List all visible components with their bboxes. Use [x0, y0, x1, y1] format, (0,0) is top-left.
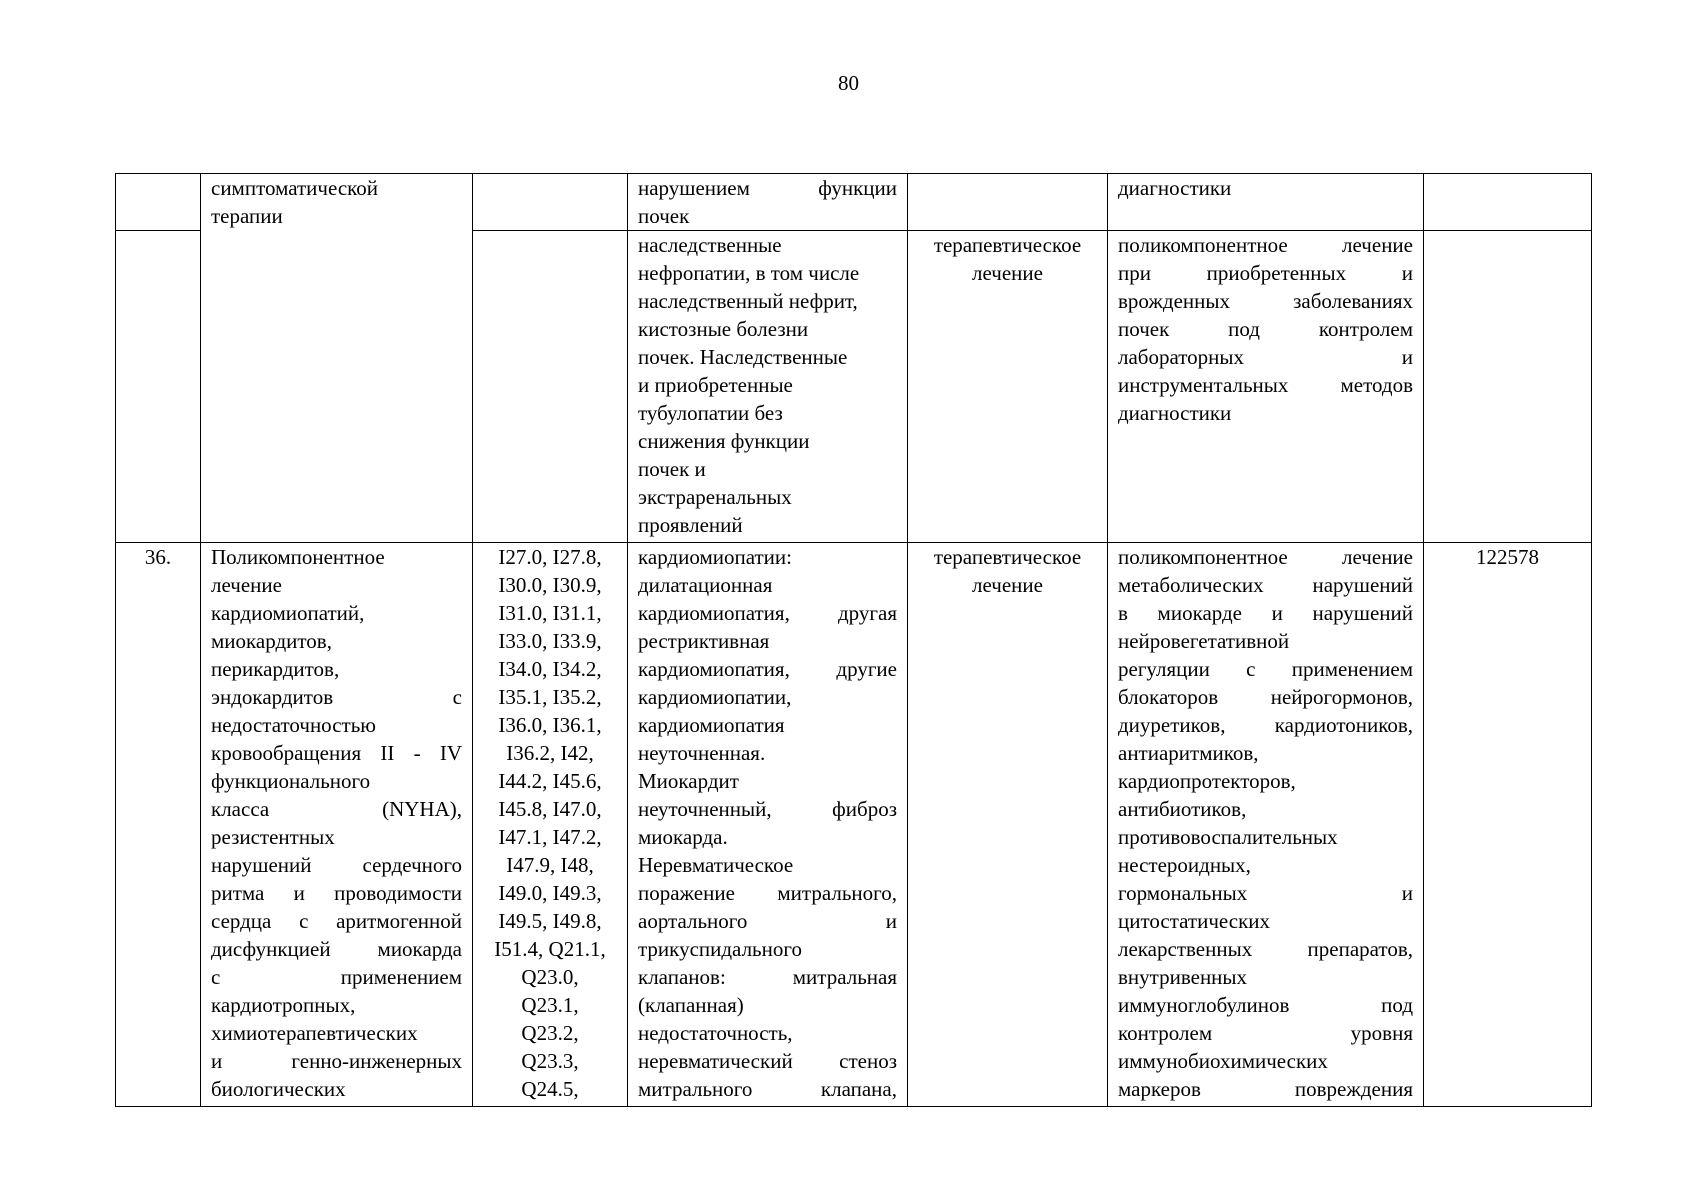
patient-model-cell	[628, 543, 908, 1107]
table-row	[116, 543, 1592, 1107]
text-line: регуляции с применением	[1118, 657, 1413, 681]
text-line: экстраренальных	[638, 485, 792, 509]
icd-code-line: Q23.0,	[521, 965, 579, 989]
text-line: с применением	[211, 965, 462, 989]
text-line: функционального	[211, 769, 371, 793]
treatment-type-cell	[908, 543, 1108, 1107]
text-line: диуретиков, кардиотоников,	[1118, 713, 1413, 737]
cost-cell	[1424, 543, 1592, 1107]
text-line: дилатационная	[638, 573, 773, 597]
icd-code-line: I31.0, I31.1,	[498, 601, 602, 625]
text-line: иммунобиохимических	[1118, 1049, 1328, 1073]
text-line: почек под контролем	[1118, 317, 1413, 341]
text-line: кардиомиопатия	[638, 713, 785, 737]
text-line: и генно-инженерных	[211, 1049, 462, 1073]
cost-cell	[1424, 174, 1592, 231]
text-line: внутривенных	[1118, 965, 1248, 989]
text-line: аортального и	[638, 909, 897, 933]
cost-cell	[1424, 231, 1592, 543]
text-line: рестриктивная	[638, 629, 770, 653]
icd-code-line: I33.0, I33.9,	[498, 629, 602, 653]
icd-codes-cell	[473, 231, 628, 543]
text-line: контролем уровня	[1118, 1021, 1413, 1045]
text-line: диагностики	[1118, 176, 1232, 200]
treatment-type-line: терапевтическое	[933, 545, 1082, 569]
treatment-type-line: терапевтическое	[933, 233, 1082, 257]
text-line: Неревматическое	[638, 853, 794, 877]
text-line: лечение	[211, 573, 282, 597]
text-line: сердца с аритмогенной	[211, 909, 462, 933]
icd-code-line: I44.2, I45.6,	[498, 769, 602, 793]
row-number-cell	[116, 543, 201, 1107]
icd-code-line: I36.0, I36.1,	[498, 713, 602, 737]
cost-value: 122578	[1476, 545, 1539, 569]
text-line: Поликомпонентное	[211, 545, 385, 569]
icd-code-line: I30.0, I30.9,	[498, 573, 602, 597]
treatment-type-cell	[908, 231, 1108, 543]
icd-code-line: I36.2, I42,	[506, 741, 594, 765]
text-line: нестероидных,	[1118, 853, 1251, 877]
text-line: (клапанная)	[638, 993, 744, 1017]
text-line: тубулопатии без	[638, 401, 783, 425]
text-line: кардиомиопатия, другая	[638, 601, 897, 625]
icd-code-line: I45.8, I47.0,	[498, 797, 602, 821]
text-line: и приобретенные	[638, 373, 793, 397]
treatment-name-line: симптоматической	[211, 176, 379, 200]
treatment-name-line: терапии	[211, 204, 283, 228]
text-line: антибиотиков,	[1118, 797, 1247, 821]
text-line: недостаточность,	[638, 1021, 793, 1045]
treatment-method-cell	[1108, 543, 1424, 1107]
icd-code-line: I51.4, Q21.1,	[494, 937, 606, 961]
text-line: миокардитов,	[211, 629, 332, 653]
text-line: ритма и проводимости	[211, 881, 462, 905]
icd-code-line: I49.0, I49.3,	[498, 881, 602, 905]
text-line: митрального клапана,	[638, 1077, 897, 1101]
text-line: класса (NYHA),	[211, 797, 462, 821]
page-number: 80	[838, 71, 859, 95]
treatment-type-line: лечение	[972, 573, 1043, 597]
patient-model-cell	[628, 174, 908, 231]
text-line: поликомпонентное лечение	[1118, 545, 1413, 569]
text-line: наследственный нефрит,	[638, 289, 858, 313]
text-line: при приобретенных и	[1118, 261, 1413, 285]
text-line: в миокарде и нарушений	[1118, 601, 1413, 625]
icd-code-line: I47.1, I47.2,	[498, 825, 602, 849]
text-line: врожденных заболеваниях	[1118, 289, 1413, 313]
text-line: кардиопротекторов,	[1118, 769, 1296, 793]
medical-care-table	[115, 173, 1592, 1107]
text-line: иммуноглобулинов под	[1118, 993, 1413, 1017]
icd-code-line: I35.1, I35.2,	[498, 685, 602, 709]
row-number: 36.	[144, 545, 172, 569]
text-line: наследственные	[638, 233, 782, 257]
text-line: кардиомиопатий,	[211, 601, 365, 625]
text-line: кардиомиопатии,	[638, 685, 792, 709]
text-line: блокаторов нейрогормонов,	[1118, 685, 1413, 709]
text-line: клапанов: митральная	[638, 965, 897, 989]
text-line: неуточненная.	[638, 741, 766, 765]
row-number-cell	[116, 231, 201, 543]
icd-code-line: I34.0, I34.2,	[498, 657, 602, 681]
text-line: кистозные болезни	[638, 317, 809, 341]
text-line: инструментальных методов	[1118, 373, 1413, 397]
text-line: нефропатии, в том числе	[638, 261, 860, 285]
text-line: диагностики	[1118, 401, 1232, 425]
treatment-method-cell	[1108, 174, 1424, 231]
text-line: биологических	[211, 1077, 346, 1101]
text-line: лекарственных препаратов,	[1118, 937, 1413, 961]
text-line: эндокардитов с	[211, 685, 462, 709]
text-line: недостаточностью	[211, 713, 376, 737]
icd-code-line: Q23.1,	[521, 993, 579, 1017]
text-line: почек	[638, 204, 690, 228]
text-line: нарушений сердечного	[211, 853, 462, 877]
text-line: кардиомиопатия, другие	[638, 657, 897, 681]
patient-model-cell	[628, 231, 908, 543]
treatment-type-cell	[908, 174, 1108, 231]
text-line: поликомпонентное лечение	[1118, 233, 1413, 257]
treatment-method-cell	[1108, 231, 1424, 543]
icd-codes-cell	[473, 543, 628, 1107]
text-line: почек и	[638, 457, 706, 481]
text-line: перикардитов,	[211, 657, 340, 681]
text-line: маркеров повреждения	[1118, 1077, 1413, 1101]
icd-code-line: Q23.3,	[521, 1049, 579, 1073]
text-line: кровообращения II - IV	[211, 741, 462, 765]
text-line: кардиотропных,	[211, 993, 356, 1017]
text-line: резистентных	[211, 825, 335, 849]
table-row	[116, 174, 1592, 231]
text-line: противовоспалительных	[1118, 825, 1338, 849]
text-line: снижения функции	[638, 429, 810, 453]
text-line: нарушением функции	[638, 176, 897, 200]
text-line: гормональных и	[1118, 881, 1413, 905]
icd-code-line: I27.0, I27.8,	[498, 545, 602, 569]
text-line: метаболических нарушений	[1118, 573, 1413, 597]
icd-code-line: I49.5, I49.8,	[498, 909, 602, 933]
text-line: дисфункцией миокарда	[211, 937, 462, 961]
row-number-cell	[116, 174, 201, 231]
text-line: почек. Наследственные	[638, 345, 848, 369]
text-line: трикуспидального	[638, 937, 802, 961]
treatment-type-line: лечение	[972, 261, 1043, 285]
text-line: поражение митрального,	[638, 881, 897, 905]
text-line: Миокардит	[638, 769, 739, 793]
text-line: неревматический стеноз	[638, 1049, 897, 1073]
treatment-name-cell	[201, 174, 473, 543]
icd-code-line: Q23.2,	[521, 1021, 579, 1045]
text-line: кардиомиопатии:	[638, 545, 792, 569]
text-line: миокарда.	[638, 825, 728, 849]
text-line: проявлений	[638, 513, 743, 537]
icd-code-line: Q24.5,	[521, 1077, 579, 1101]
icd-codes-cell	[473, 174, 628, 231]
treatment-name-cell	[201, 543, 473, 1107]
text-line: нейровегетативной	[1118, 629, 1290, 653]
text-line: лабораторных и	[1118, 345, 1413, 369]
text-line: химиотерапевтических	[211, 1021, 418, 1045]
text-line: неуточненный, фиброз	[638, 797, 897, 821]
text-line: антиаритмиков,	[1118, 741, 1259, 765]
text-line: цитостатических	[1118, 909, 1271, 933]
icd-code-line: I47.9, I48,	[506, 853, 594, 877]
